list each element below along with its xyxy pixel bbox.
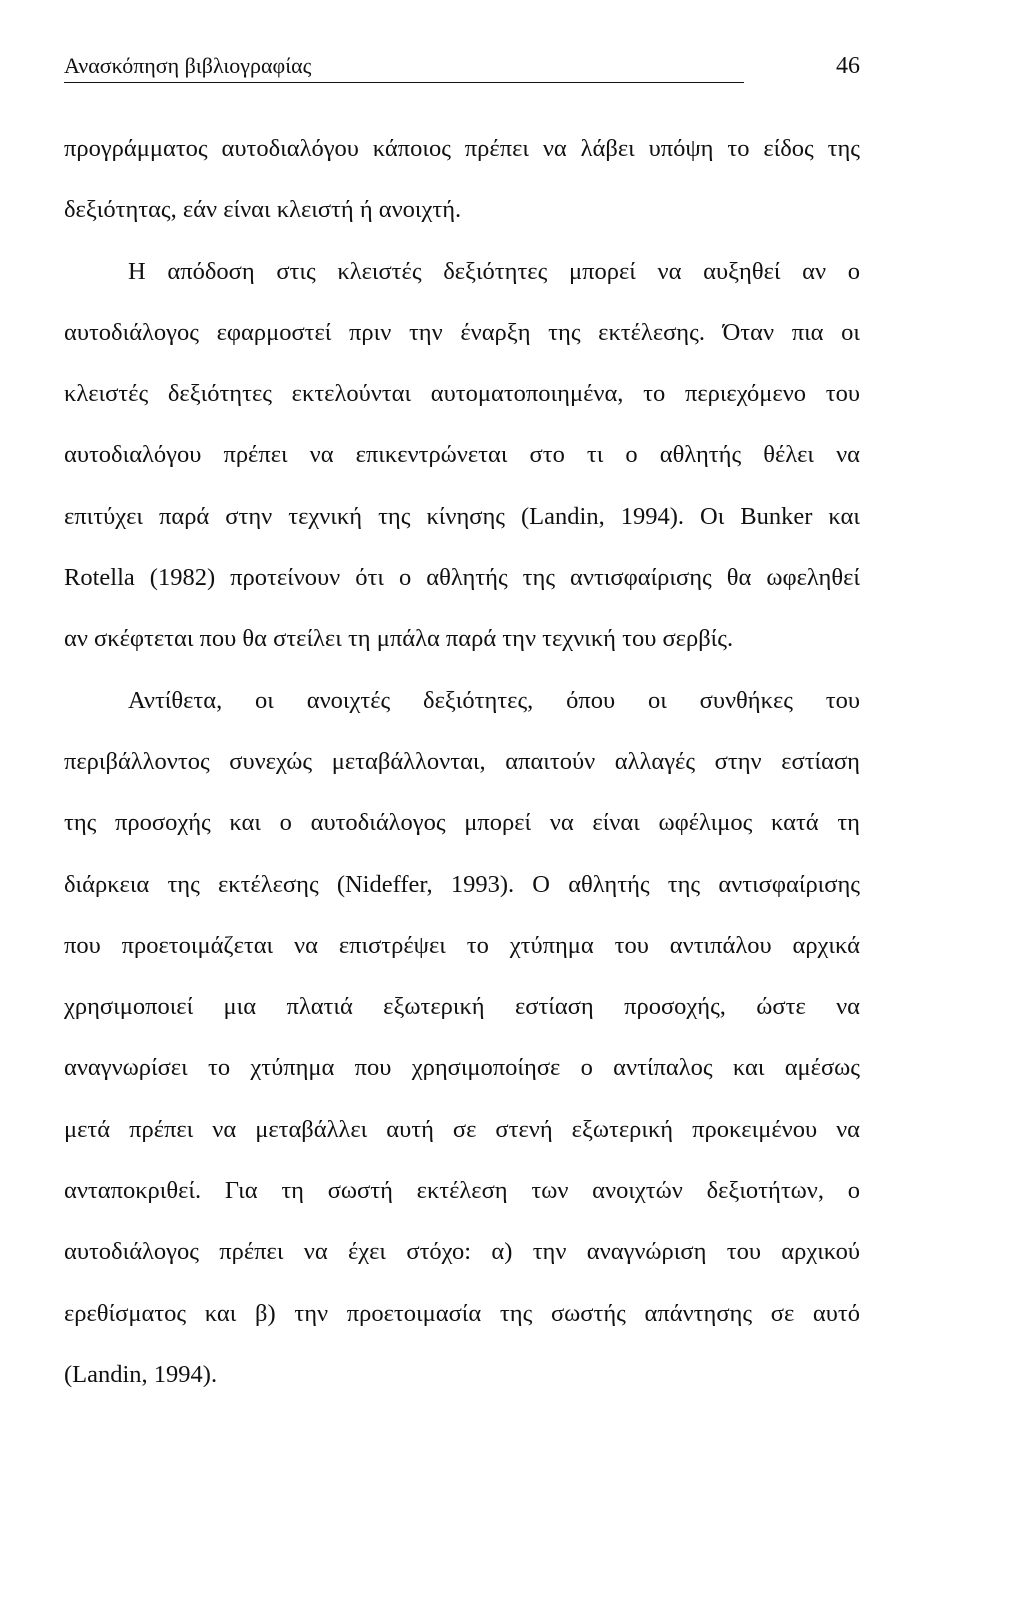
text-line: δεξιότητας, εάν είναι κλειστή ή ανοιχτή. xyxy=(64,196,462,224)
text-line: χρησιμοποιεί μια πλατιά εξωτερική εστίαση προσοχής, ώστε να xyxy=(64,993,860,1021)
text-line: Rotella (1982) προτείνουν ότι ο αθλητής της αντισφαίρισης θα ωφεληθεί xyxy=(64,564,860,592)
header-rule xyxy=(64,82,744,83)
text-line: αυτοδιάλογος εφαρμοστεί πριν την έναρξη της εκτέλεσης. Όταν πια οι xyxy=(64,318,860,346)
text-line: (Landin, 1994). xyxy=(64,1360,218,1388)
text-line: αναγνωρίσει το χτύπημα που χρησιμοποίησε ο αντίπαλος και αμέσως xyxy=(64,1054,860,1082)
body-text xyxy=(64,118,860,1405)
text-line: κλειστές δεξιότητες εκτελούνται αυτοματοποιημένα, το περιεχόμενο του xyxy=(64,380,860,408)
text-line: ερεθίσματος και β) την προετοιμασία της σωστής απάντησης σε αυτό xyxy=(64,1299,860,1327)
text-line: διάρκεια της εκτέλεσης (Nideffer, 1993). Ο αθλητής της αντισφαίρισης xyxy=(64,870,860,898)
page-header xyxy=(64,52,860,88)
text-line: αυτοδιαλόγου πρέπει να επικεντρώνεται στο τι ο αθλητής θέλει να xyxy=(64,441,860,469)
text-line: προγράμματος αυτοδιαλόγου κάποιος πρέπει να λάβει υπόψη το είδος της xyxy=(64,135,860,162)
text-line: Αντίθετα, οι ανοιχτές δεξιότητες, όπου οι συνθήκες του xyxy=(128,686,860,714)
text-line: αν σκέφτεται που θα στείλει τη μπάλα παρά την τεχνική του σερβίς. xyxy=(64,625,734,653)
text-line: περιβάλλοντος συνεχώς μεταβάλλονται, απαιτούν αλλαγές στην εστίαση xyxy=(64,747,860,775)
text-line: Η απόδοση στις κλειστές δεξιότητες μπορεί να αυξηθεί αν ο xyxy=(128,257,860,285)
text-line: επιτύχει παρά στην τεχνική της κίνησης (Landin, 1994). Οι Bunker και xyxy=(64,502,860,530)
text-line: που προετοιμάζεται να επιστρέψει το χτύπημα του αντιπάλου αρχικά xyxy=(64,931,860,959)
text-line: ανταποκριθεί. Για τη σωστή εκτέλεση των ανοιχτών δεξιοτήτων, ο xyxy=(64,1177,860,1205)
page-number: 46 xyxy=(836,53,860,79)
text-line: αυτοδιάλογος πρέπει να έχει στόχο: α) την αναγνώριση του αρχικού xyxy=(64,1238,860,1266)
running-title: Ανασκόπηση βιβλιογραφίας xyxy=(64,53,312,78)
text-line: μετά πρέπει να μεταβάλλει αυτή σε στενή εξωτερική προκειμένου να xyxy=(64,1115,860,1143)
text-line: της προσοχής και ο αυτοδιάλογος μπορεί να είναι ωφέλιμος κατά τη xyxy=(64,809,860,837)
